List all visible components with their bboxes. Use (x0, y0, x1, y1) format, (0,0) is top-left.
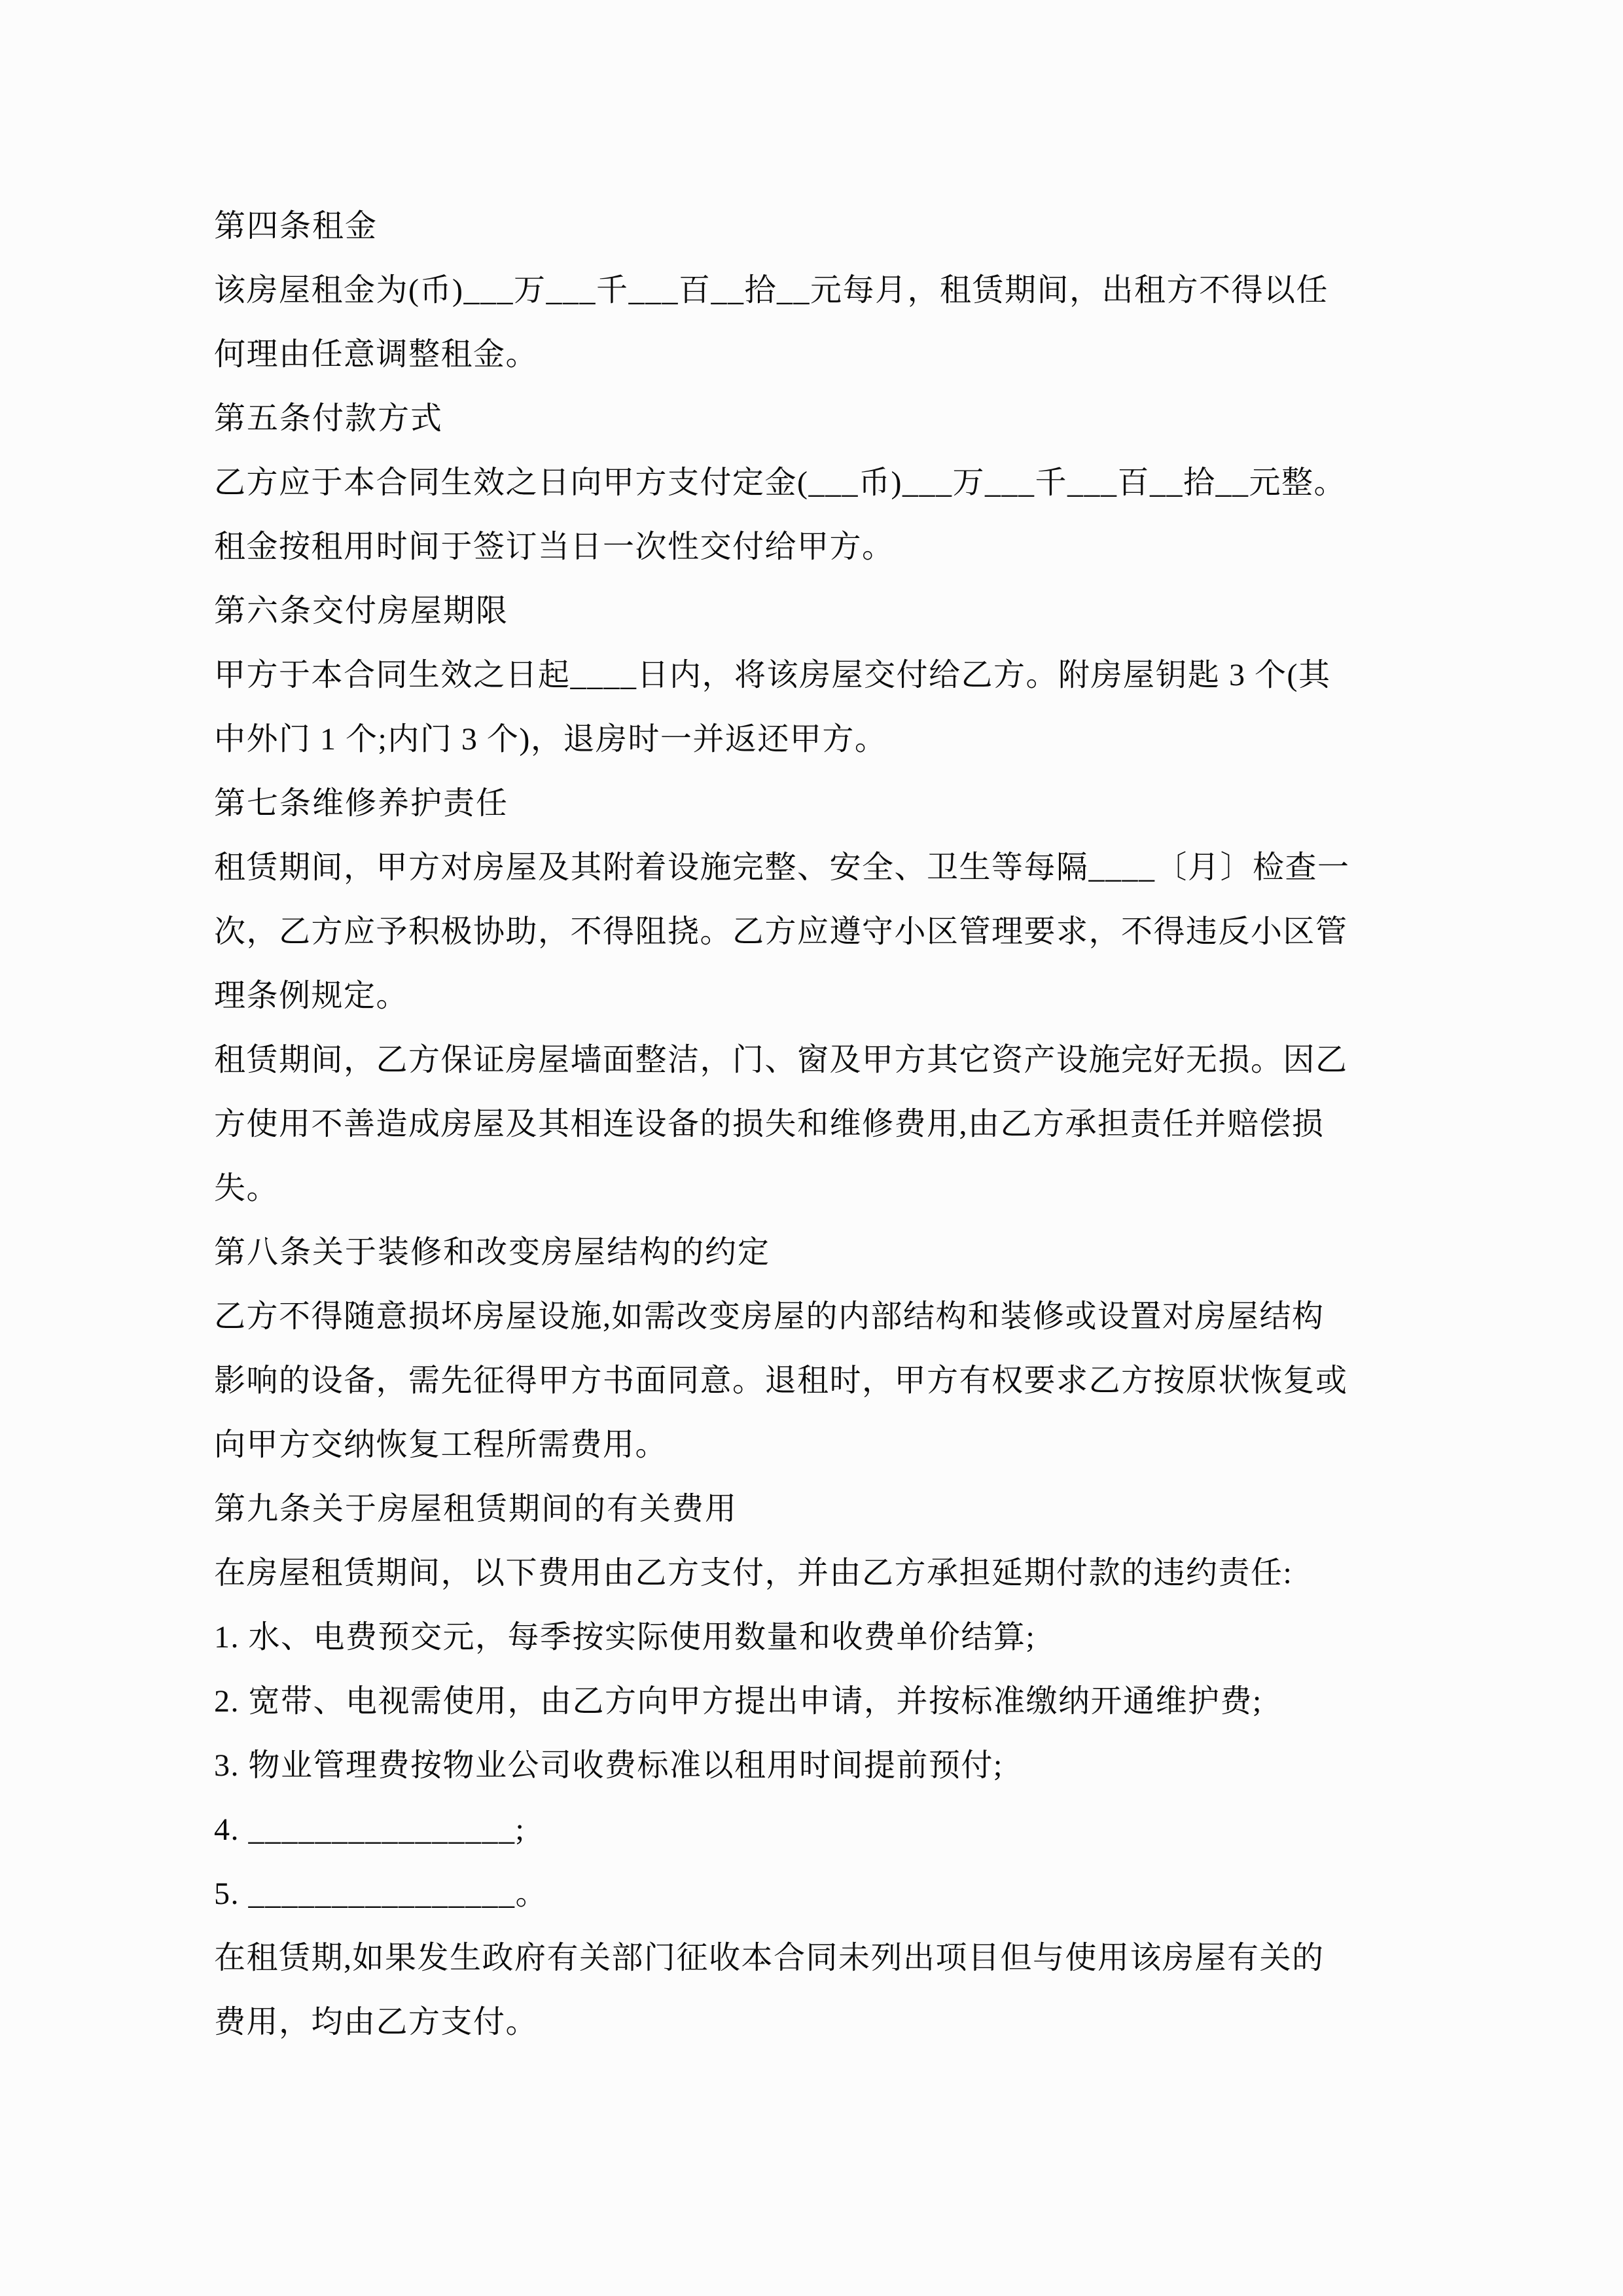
article-7-body-line-4: 租赁期间，乙方保证房屋墙面整洁，门、窗及甲方其它资产设施完好无损。因乙 (214, 1043, 1348, 1077)
article-7-body-line-1: 租赁期间，甲方对房屋及其附着设施完整、安全、卫生等每隔____〔月〕检查一 (214, 850, 1350, 885)
article-9-fee-item-5-blank: 5. ________________。 (214, 1876, 548, 1911)
article-6-body-line-1: 甲方于本合同生效之日起____日内，将该房屋交付给乙方。附房屋钥匙 3 个(其 (214, 658, 1331, 692)
article-8-body-line-3: 向甲方交纳恢复工程所需费用。 (214, 1427, 668, 1462)
article-5-body-line-2: 租金按租用时间于签订当日一次性交付给甲方。 (214, 529, 895, 564)
article-7-body-line-2: 次，乙方应予积极协助，不得阻挠。乙方应遵守小区管理要求，不得违反小区管 (214, 914, 1348, 949)
article-7-body-line-6: 失。 (214, 1171, 279, 1206)
article-9-fee-item-3: 3. 物业管理费按物业公司收费标准以租用时间提前预付; (214, 1748, 1003, 1783)
article-9-body-line-1: 在房屋租赁期间，以下费用由乙方支付，并由乙方承担延期付款的违约责任: (214, 1556, 1293, 1590)
article-8-body-line-2: 影响的设备，需先征得甲方书面同意。退租时，甲方有权要求乙方按原状恢复或 (214, 1363, 1348, 1398)
article-4-body-line-1: 该房屋租金为(币)___万___千___百__拾__元每月，租赁期间，出租方不得以任 (214, 273, 1329, 308)
article-9-heading: 第九条关于房屋租赁期间的有关费用 (214, 1492, 738, 1526)
article-4-body-line-2: 何理由任意调整租金。 (214, 337, 539, 372)
article-6-heading: 第六条交付房屋期限 (214, 594, 509, 628)
article-9-fee-item-1: 1. 水、电费预交元，每季按实际使用数量和收费单价结算; (214, 1620, 1036, 1655)
article-4-heading: 第四条租金 (214, 209, 378, 243)
article-9-fee-item-2: 2. 宽带、电视需使用，由乙方向甲方提出申请，并按标准缴纳开通维护费; (214, 1684, 1262, 1719)
article-8-body-line-1: 乙方不得随意损坏房屋设施,如需改变房屋的内部结构和装修或设置对房屋结构 (214, 1299, 1325, 1334)
article-9-body-line-3: 费用，均由乙方支付。 (214, 2005, 539, 2039)
article-6-body-line-2: 中外门 1 个;内门 3 个)，退房时一并返还甲方。 (214, 722, 887, 757)
article-7-heading: 第七条维修养护责任 (214, 786, 509, 821)
article-5-body-line-1: 乙方应于本合同生效之日向甲方支付定金(___币)___万___千___百__拾__元整。 (214, 465, 1346, 500)
article-8-heading: 第八条关于装修和改变房屋结构的约定 (214, 1235, 771, 1270)
article-9-body-line-2: 在租赁期,如果发生政府有关部门征收本合同未列出项目但与使用该房屋有关的 (214, 1941, 1325, 1975)
contract-text-block (214, 194, 1418, 2054)
article-5-heading: 第五条付款方式 (214, 401, 444, 436)
article-9-fee-item-4-blank: 4. ________________; (214, 1812, 526, 1847)
article-7-body-line-5: 方使用不善造成房屋及其相连设备的损失和维修费用,由乙方承担责任并赔偿损 (214, 1107, 1325, 1141)
article-7-body-line-3: 理条例规定。 (214, 978, 409, 1013)
